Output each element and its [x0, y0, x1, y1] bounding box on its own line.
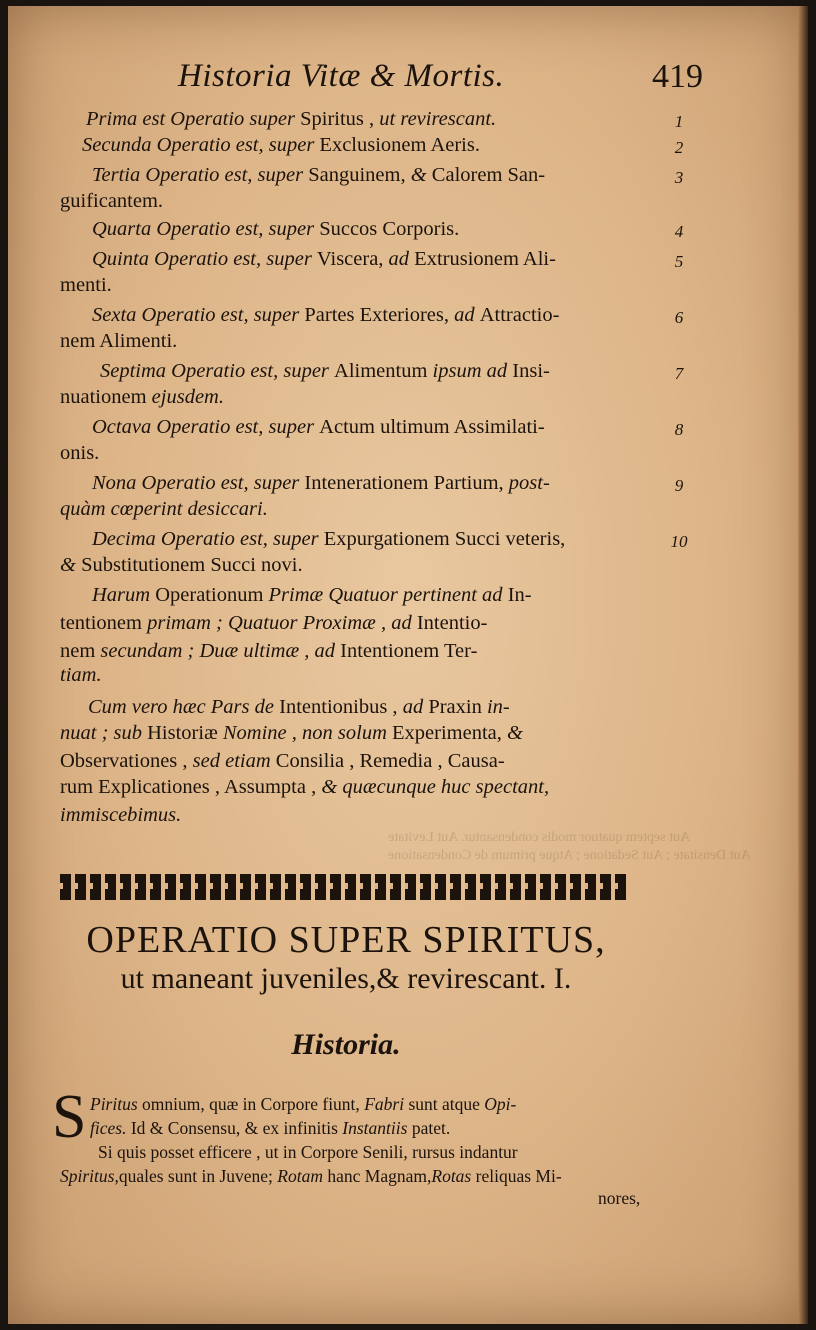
text-line: Sexta Operatio est, super Partes Exteriores, ad Attractio- — [92, 304, 560, 326]
text-line: Observationes , sed etiam Consilia , Remedia , Causa- — [60, 750, 505, 772]
text-line: nuat ; sub Historiæ Nomine , non solum Experimenta, & — [60, 722, 523, 744]
bleed-through-text: Aut Densitate ; Aut Sedatione ; Atque primum de Condensatione — [388, 848, 751, 863]
page-header — [8, 58, 808, 108]
margin-number: 1 — [674, 112, 684, 131]
text-line: & Substitutionem Succi novi. — [60, 554, 303, 576]
section-title: OPERATIO SUPER SPIRITUS, — [86, 919, 606, 961]
text-line: tentionem primam ; Quatuor Proximæ , ad Intentio- — [60, 612, 488, 634]
text-line: Quinta Operatio est, super Viscera, ad Extrusionem Ali- — [92, 248, 556, 270]
running-title: Historia Vitæ & Mortis. — [178, 58, 505, 94]
text-line: Cum vero hæc Pars de Intentionibus , ad Praxin in- — [88, 696, 510, 718]
historia-line: Si quis posset efficere , ut in Corpore Senili, rursus indantur — [98, 1142, 518, 1162]
margin-number: 6 — [674, 308, 684, 327]
text-line: menti. — [60, 274, 112, 296]
historia-line: nores, — [598, 1188, 641, 1208]
margin-number: 5 — [674, 252, 684, 271]
text-line: nuationem ejusdem. — [60, 386, 224, 408]
text-line: Nona Operatio est, super Intenerationem Partium, post- — [92, 472, 550, 494]
text-line: immiscebimus. — [60, 804, 182, 826]
text-line: tiam. — [60, 664, 102, 686]
book-page — [8, 6, 808, 1324]
text-line: Secunda Operatio est, super Exclusionem Aeris. — [82, 134, 480, 156]
margin-number: 4 — [674, 222, 684, 241]
margin-number: 2 — [674, 138, 684, 157]
margin-number: 9 — [674, 476, 684, 495]
text-line: quàm cœperint desiccari. — [60, 498, 268, 520]
text-line: Harum Operationum Primæ Quatuor pertinent ad In- — [92, 584, 532, 606]
text-line: Decima Operatio est, super Expurgationem Succi veteris, — [92, 528, 566, 550]
text-line: nem secundam ; Duæ ultimæ , ad Intentionem Ter- — [60, 640, 478, 662]
historia-line: Spiritus,quales sunt in Juvene; Rotam hanc Magnam,Rotas reliquas Mi- — [60, 1166, 562, 1186]
text-line: Quarta Operatio est, super Succos Corporis. — [92, 218, 460, 240]
text-line: guificantem. — [60, 190, 164, 212]
text-line: Prima est Operatio super Spiritus , ut revirescant. — [86, 108, 497, 130]
section-subtitle: ut maneant juveniles,& revirescant. I. — [120, 962, 572, 995]
section-subheading: Historia. — [291, 1028, 401, 1061]
text-line: nem Alimenti. — [60, 330, 178, 352]
text-line: Tertia Operatio est, super Sanguinem, & Calorem San- — [92, 164, 546, 186]
margin-number: 3 — [674, 168, 684, 187]
historia-line: fices. Id & Consensu, & ex infinitis Instantiis patet. — [90, 1118, 451, 1138]
historia-line: Piritus omnium, quæ in Corpore fiunt, Fabri sunt atque Opi- — [90, 1094, 517, 1114]
decorative-ornament-band — [60, 874, 626, 900]
text-line: Octava Operatio est, super Actum ultimum Assimilati- — [92, 416, 545, 438]
drop-capital: S — [52, 1083, 87, 1151]
margin-number: 8 — [674, 420, 684, 439]
bleed-through-text: Aut septem quatuor modis condensantur. Aut Levitate — [388, 830, 691, 845]
margin-number: 10 — [670, 532, 688, 551]
text-line: rum Explicationes , Assumpta , & quæcunque huc spectant, — [60, 776, 550, 798]
margin-number: 7 — [674, 364, 684, 383]
page-gutter-shadow — [798, 6, 808, 1324]
text-line: Septima Operatio est, super Alimentum ipsum ad Insi- — [100, 360, 550, 382]
text-line: onis. — [60, 442, 100, 464]
page-number: 419 — [652, 58, 703, 95]
